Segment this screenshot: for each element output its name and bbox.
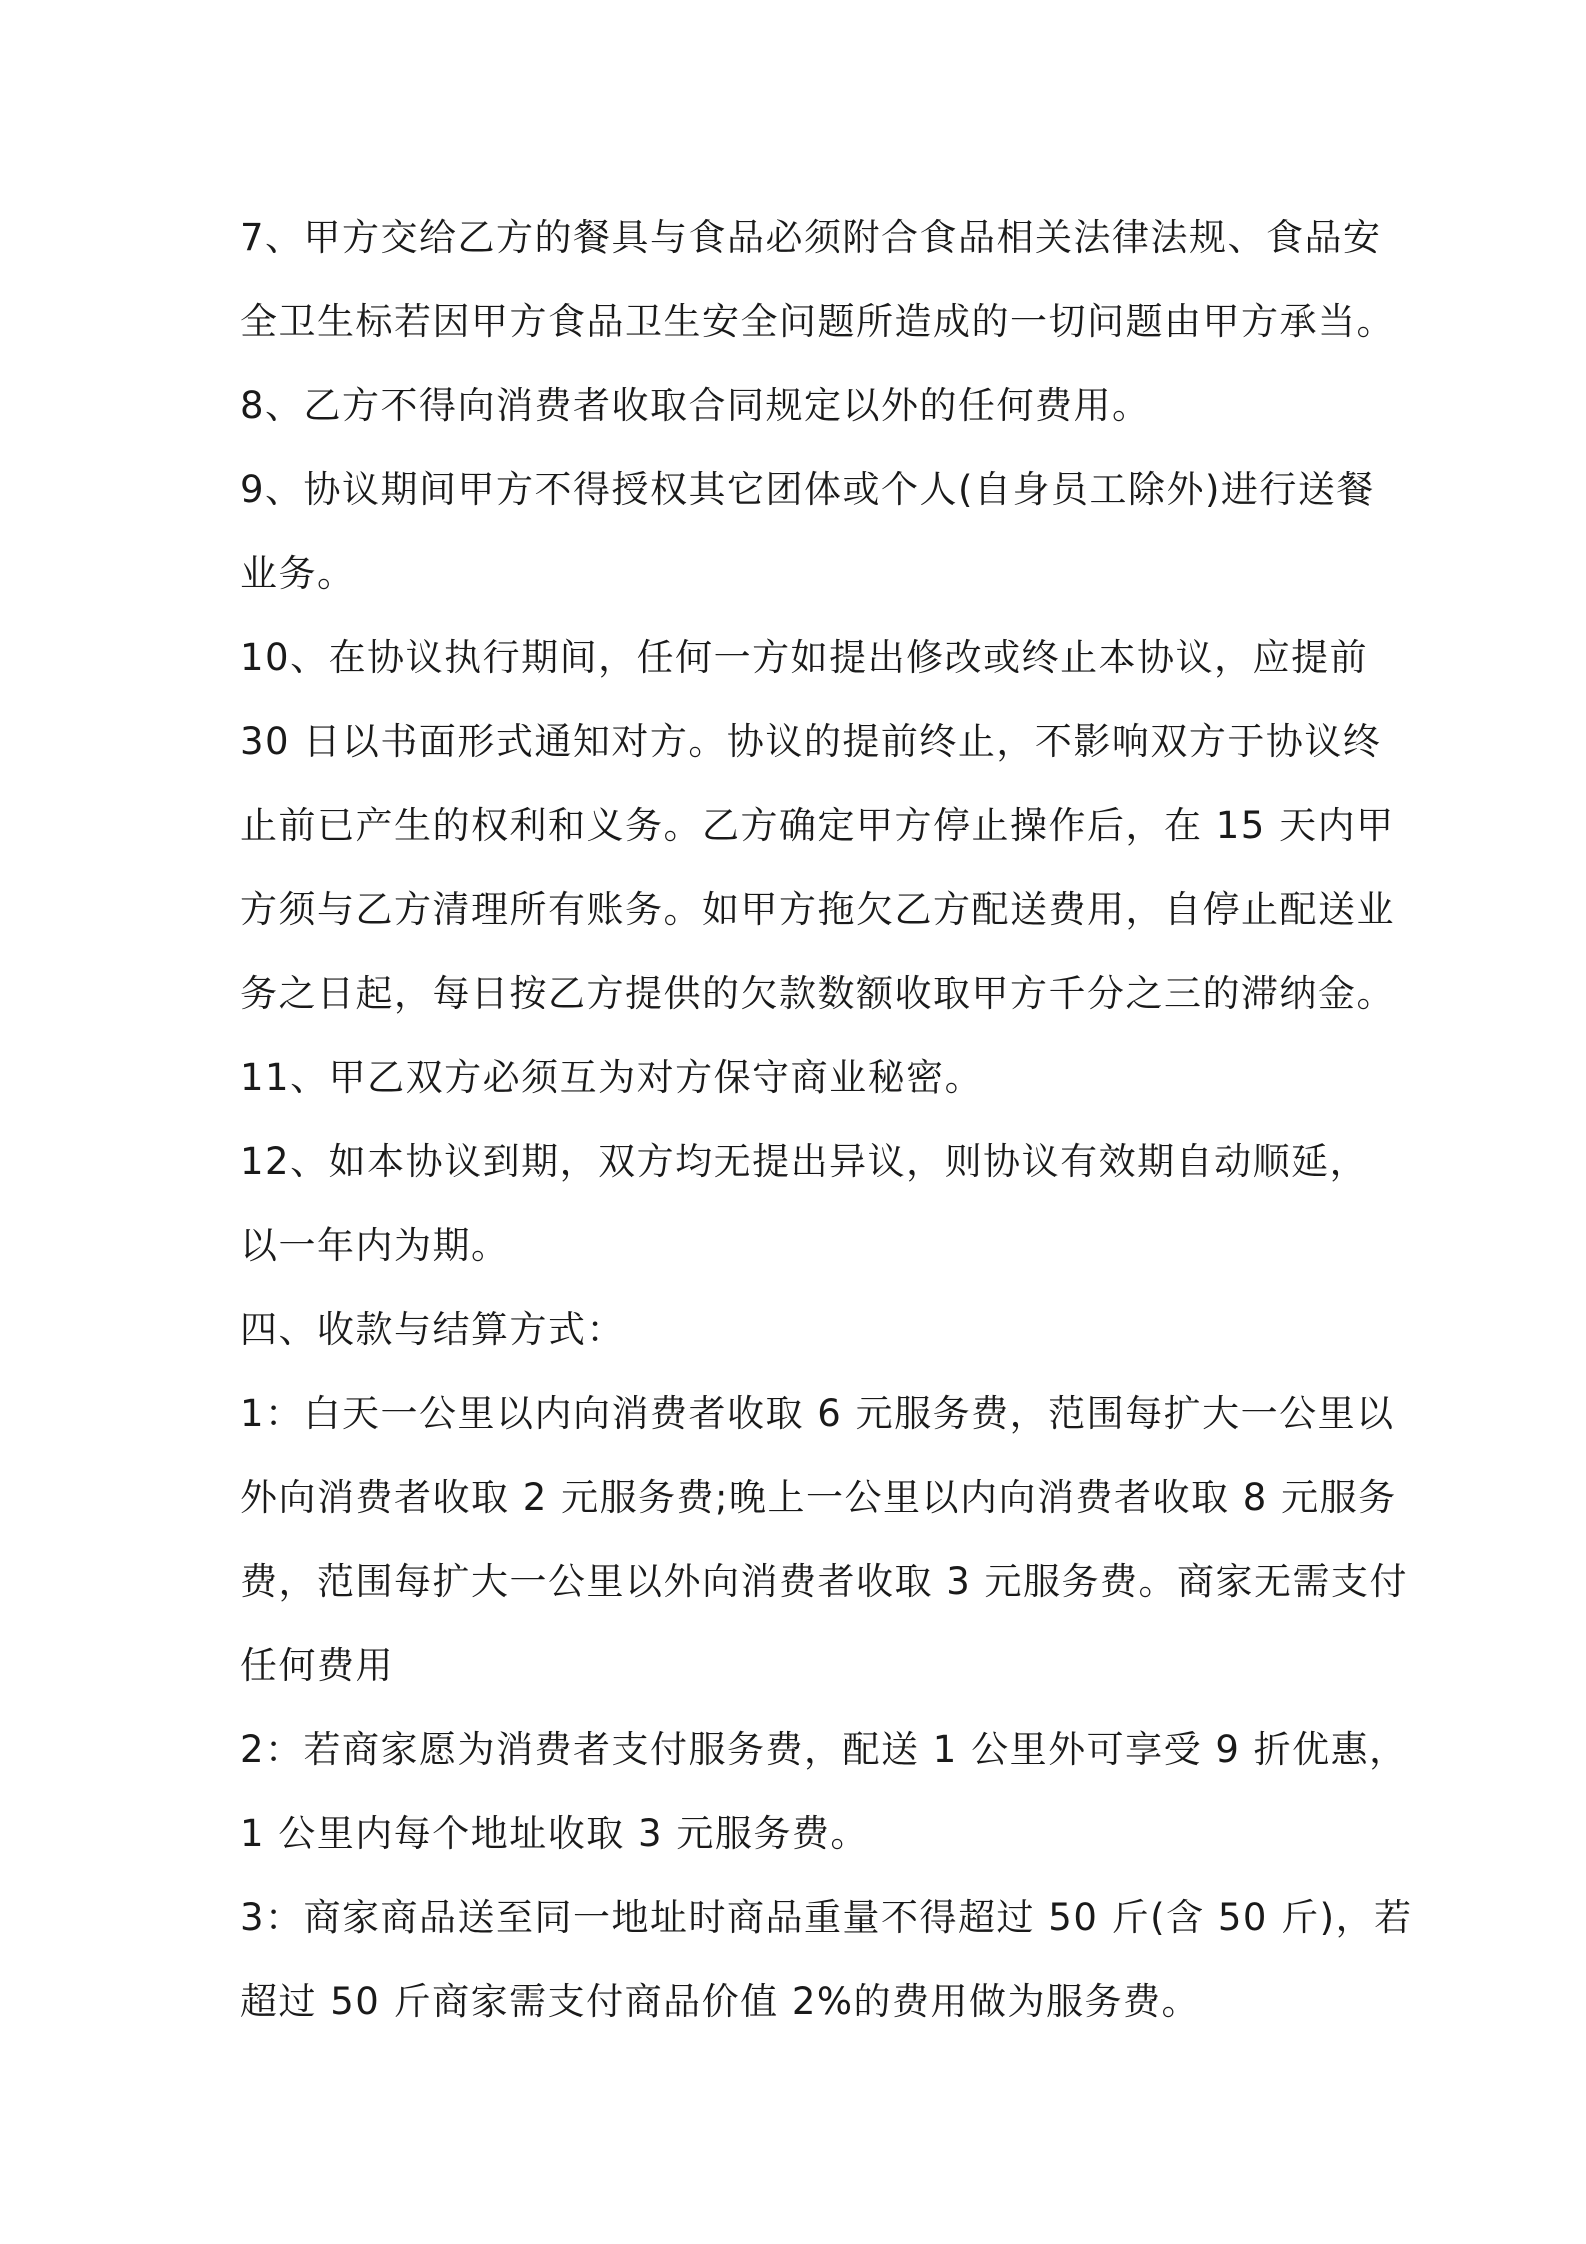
text-line: 11、甲乙双方必须互为对方保守商业秘密。 bbox=[240, 1056, 984, 1099]
text-line: 30 日以书面形式通知对方。协议的提前终止，不影响双方于协议终 bbox=[240, 720, 1382, 763]
text-line: 费，范围每扩大一公里以外向消费者收取 3 元服务费。商家无需支付 bbox=[240, 1560, 1409, 1603]
text-line: 8、乙方不得向消费者收取合同规定以外的任何费用。 bbox=[240, 384, 1151, 427]
text-line: 外向消费者收取 2 元服务费;晚上一公里以内向消费者收取 8 元服务 bbox=[240, 1476, 1397, 1519]
text-line: 7、甲方交给乙方的餐具与食品必须附合食品相关法律法规、食品安 bbox=[240, 216, 1382, 259]
text-line: 止前已产生的权利和义务。乙方确定甲方停止操作后，在 15 天内甲 bbox=[240, 804, 1395, 847]
text-line: 1：白天一公里以内向消费者收取 6 元服务费，范围每扩大一公里以 bbox=[240, 1392, 1395, 1435]
document-body bbox=[240, 196, 1413, 2044]
text-line: 9、协议期间甲方不得授权其它团体或个人(自身员工除外)进行送餐 bbox=[240, 468, 1375, 511]
text-line: 方须与乙方清理所有账务。如甲方拖欠乙方配送费用，自停止配送业 bbox=[240, 888, 1395, 931]
text-line: 任何费用 bbox=[240, 1644, 394, 1687]
text-line: 业务。 bbox=[240, 552, 356, 595]
text-line: 3：商家商品送至同一地址时商品重量不得超过 50 斤(含 50 斤)，若 bbox=[240, 1896, 1413, 1939]
text-line: 超过 50 斤商家需支付商品价值 2%的费用做为服务费。 bbox=[240, 1980, 1201, 2023]
text-line: 2：若商家愿为消费者支付服务费，配送 1 公里外可享受 9 折优惠， bbox=[240, 1728, 1408, 1771]
section-heading: 四、收款与结算方式： bbox=[240, 1308, 625, 1351]
text-line: 10、在协议执行期间，任何一方如提出修改或终止本协议，应提前 bbox=[240, 636, 1369, 679]
text-line: 1 公里内每个地址收取 3 元服务费。 bbox=[240, 1812, 869, 1855]
text-line: 12、如本协议到期，双方均无提出异议，则协议有效期自动顺延， bbox=[240, 1140, 1369, 1183]
text-line: 以一年内为期。 bbox=[240, 1224, 510, 1267]
text-line: 务之日起，每日按乙方提供的欠款数额收取甲方千分之三的滞纳金。 bbox=[240, 972, 1395, 1015]
text-line: 全卫生标若因甲方食品卫生安全问题所造成的一切问题由甲方承当。 bbox=[240, 300, 1395, 343]
